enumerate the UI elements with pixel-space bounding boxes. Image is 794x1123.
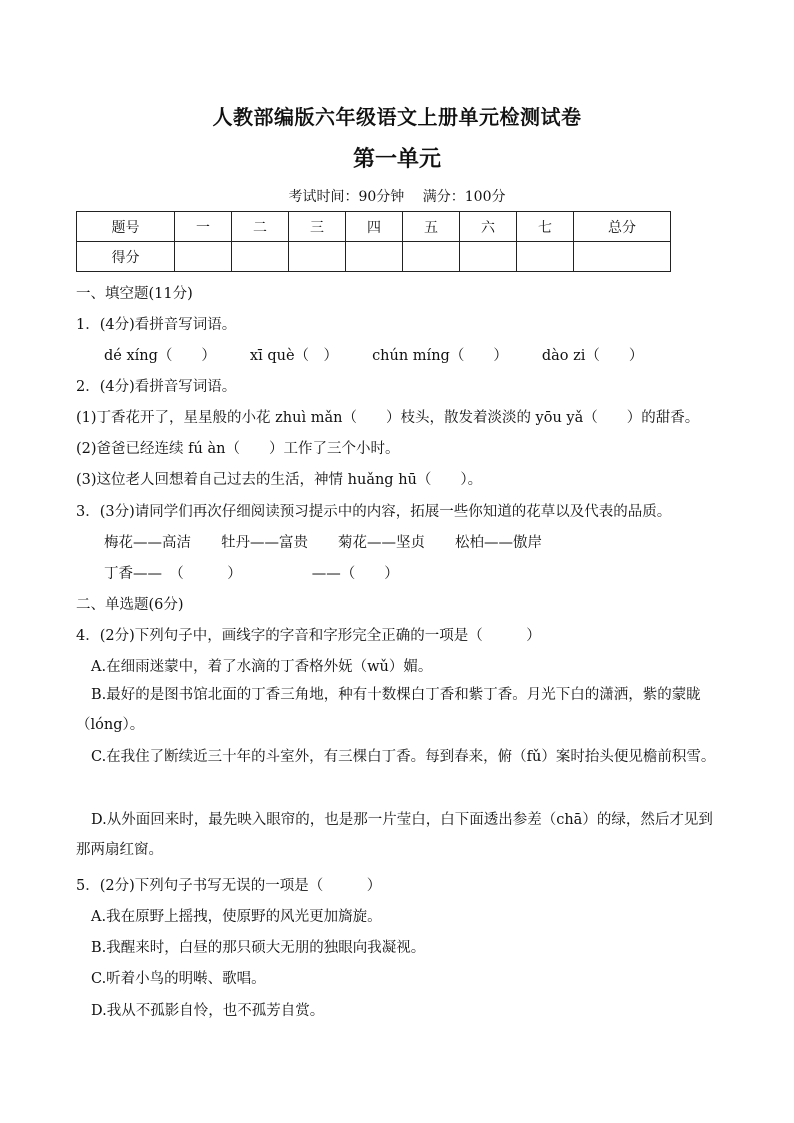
score-table [76, 211, 671, 272]
score-cell[interactable] [403, 242, 460, 272]
score-cell[interactable] [346, 242, 403, 272]
option-c: C.听着小鸟的明啭、歌唱。 [91, 971, 266, 987]
question-stem: 5．(2分)下列句子书写无误的一项是（ ） [76, 878, 382, 894]
table-header-cell: 六 [460, 212, 517, 242]
score-table-score-row [77, 242, 671, 272]
question-stem: 3．(3分)请同学们再次仔细阅读预习提示中的内容，拓展一些你知道的花草以及代表的品质。 [76, 504, 672, 520]
score-cell[interactable] [175, 242, 232, 272]
table-header-cell: 总分 [574, 212, 671, 242]
score-cell[interactable] [289, 242, 346, 272]
question-line: (1)丁香花开了，星星般的小花 zhuì mǎn（ ）枝头，散发着淡淡的 yōu yǎ（ ）的甜香。 [76, 410, 700, 426]
option-a: A.我在原野上摇拽，使原野的风光更加旖旋。 [91, 909, 382, 925]
section-heading: 二、单选题(6分) [76, 597, 184, 613]
flower-pair: 梅花——高洁 [104, 535, 191, 551]
table-header-cell: 四 [346, 212, 403, 242]
section-heading: 一、填空题(11分) [76, 286, 193, 302]
question-stem: 4．(2分)下列句子中，画线字的字音和字形完全正确的一项是（ ） [76, 628, 541, 644]
table-header-cell: 五 [403, 212, 460, 242]
table-header-cell: 题号 [77, 212, 175, 242]
flower-pairs [104, 531, 542, 552]
pinyin-item: xī què（ ） [249, 348, 339, 364]
option-d: D.从外面回来时，最先映入眼帘的，也是那一片莹白，白下面透出参差（chā）的绿，然后才见到那两扇红窗。 [76, 812, 713, 858]
score-cell[interactable] [574, 242, 671, 272]
flower-blank-b: ——（ ） [311, 566, 399, 582]
exam-full-score: 满分：100分 [422, 189, 506, 205]
question-stem: 2．(4分)看拼音写词语。 [76, 379, 237, 395]
question-line: (3)这位老人回想着自己过去的生活，神情 huǎng hū（ ）。 [76, 472, 483, 488]
score-table-header-row [77, 212, 671, 242]
option-d: D.我从不孤影自怜，也不孤芳自赏。 [91, 1003, 325, 1019]
pinyin-items [104, 344, 643, 365]
exam-title: 人教部编版六年级语文上册单元检测试卷 [212, 105, 582, 129]
flower-blank-a: 丁香—— （ ） [104, 566, 242, 582]
pinyin-item: dào zi（ ） [541, 348, 644, 364]
option-b: B.我醒来时，白昼的那只硕大无朋的独眼向我凝视。 [91, 940, 426, 956]
score-cell[interactable] [232, 242, 289, 272]
score-cell[interactable] [517, 242, 574, 272]
table-header-cell: 二 [232, 212, 289, 242]
question-stem: 1．(4分)看拼音写词语。 [76, 317, 237, 333]
table-header-cell: 三 [289, 212, 346, 242]
score-row-label: 得分 [77, 242, 175, 272]
score-cell[interactable] [460, 242, 517, 272]
option-c: C.在我住了断续近三十年的斗室外，有三棵白丁香。每到春来，俯（fǔ）案时抬头便见檐前积雪。 [91, 749, 716, 765]
flower-pair: 松柏——傲岸 [455, 535, 542, 551]
question-line: (2)爸爸已经连续 fú àn（ ）工作了三个小时。 [76, 441, 400, 457]
table-header-cell: 七 [517, 212, 574, 242]
pinyin-item: dé xíng（ ） [104, 348, 216, 364]
flower-blanks [104, 562, 399, 583]
exam-time: 考试时间：90分钟 [288, 189, 405, 205]
flower-pair: 菊花——坚贞 [338, 535, 425, 551]
table-header-cell: 一 [175, 212, 232, 242]
flower-pair: 牡丹——富贵 [221, 535, 308, 551]
exam-meta [0, 186, 794, 206]
pinyin-item: chún míng（ ） [372, 348, 508, 364]
option-a: A.在细雨迷蒙中，着了水滴的丁香格外妩（wǔ）媚。 [91, 659, 433, 675]
option-b: B.最好的是图书馆北面的丁香三角地，种有十数棵白丁香和紫丁香。月光下白的潇洒，紫的蒙眬（lóng）。 [76, 687, 701, 733]
unit-subtitle: 第一单元 [352, 146, 441, 172]
